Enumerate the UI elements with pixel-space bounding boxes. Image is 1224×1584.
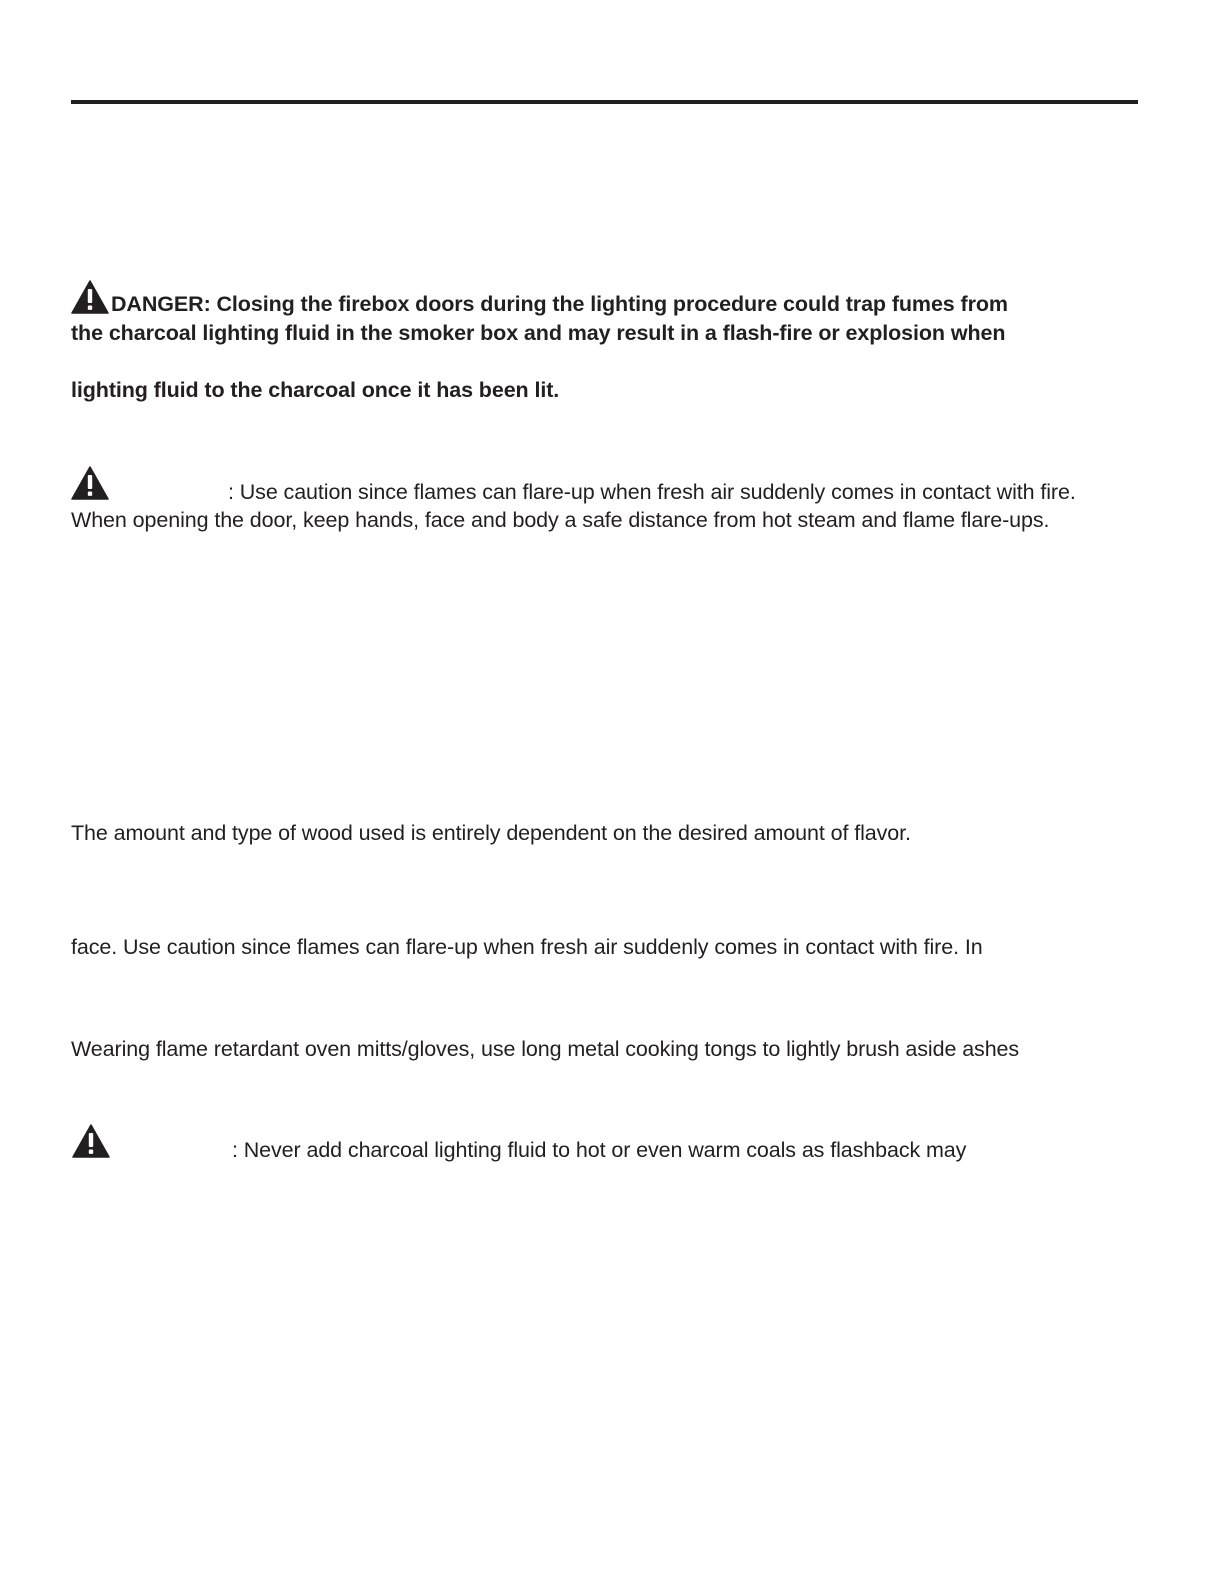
caution-2-line-1: : Never add charcoal lighting fluid to hot or even warm coals as flashback may [232, 1138, 967, 1162]
danger-line-3: lighting fluid to the charcoal once it has been lit. [71, 378, 560, 402]
danger-line-1: DANGER: Closing the firebox doors during the lighting procedure could trap fumes from [111, 292, 1008, 316]
header-rule [71, 100, 1138, 104]
wood-paragraph: The amount and type of wood used is entirely dependent on the desired amount of flavor. [71, 821, 911, 845]
warning-triangle-icon [71, 280, 109, 314]
warning-triangle-icon [71, 466, 109, 500]
warning-triangle-icon [72, 1124, 110, 1158]
caution-1-line-2: When opening the door, keep hands, face and body a safe distance from hot steam and flame flare-ups. [71, 508, 1050, 532]
face-paragraph: face. Use caution since flames can flare-up when fresh air suddenly comes in contact with fire. In [71, 935, 983, 959]
caution-1-line-1: : Use caution since flames can flare-up when fresh air suddenly comes in contact with fire. [228, 480, 1076, 504]
wearing-paragraph: Wearing flame retardant oven mitts/gloves, use long metal cooking tongs to lightly brush aside ashes [71, 1037, 1020, 1061]
danger-line-2: the charcoal lighting fluid in the smoker box and may result in a flash-fire or explosion when [71, 321, 1006, 345]
